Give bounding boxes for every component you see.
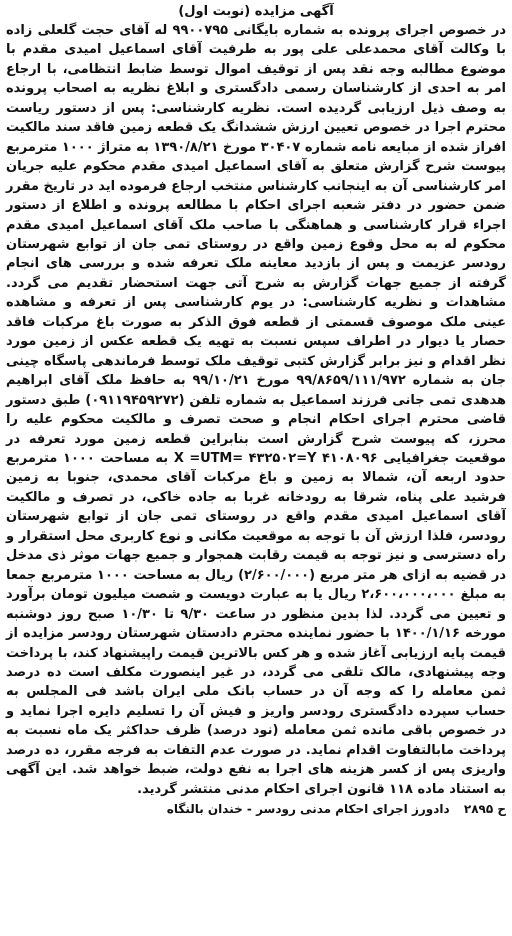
notice-signature: دادورز اجرای احکام مدنی رودسر - خندان بالنگاه bbox=[166, 802, 450, 817]
notice-title: آگهی مزایده (نوبت اول) bbox=[178, 4, 334, 19]
notice-body: در خصوص اجرای پرونده به شماره بایگانی ۹۹۰۰۷۹۵ له آقای حجت گلعلی زاده با وکالت آقای محمدعلی علی پور به طرفیت آقای اسماعیل امیدی مقدم با موضوع مطالبه وجه نقد پس از توقیف اموال توسط ضابط انتظامی، با ارجاع امر به احدی از کارشناسان رسمی دادگستری و ابلاغ نظریه به اصحاب پرونده به وصف ذیل ارزیابی گردیده است. نظریه کارشناسی: پس از دستور ریاست محترم اجرا در خصوص تعیین ارزش ششدانگ یک قطعه زمین فاقد سند مالکیت افراز شده از مبایعه نامه شماره ۳۰۴۰۷ مورخ ۱۳۹۰/۸/۲۱ به متراژ ۱۰۰۰ مترمربع پیوست شرح گزارش متعلق به آقای اسماعیل امیدی مقدم محکوم علیه جریان امر کارشناسی آن به اینجانب کارشناس منتخب ارجاع فرموده اید در تاریخ مقرر ضمن حضور در دفتر شعبه اجرای احکام با مطالعه پرونده و اطلاع از دستور اجراء قرار کارشناسی و هماهنگی با صاحب ملک آقای اسماعیل امیدی مقدم محکوم له به محل وقوع زمین واقع در روستای تمی جان از توابع شهرستان رودسر عزیمت و پس از بازدید معاینه ملک تعرفه شده و بررسی های انجام گرفته از جمیع جهات گزارش به شرح آتی جهت استحضار تقدیم می گردد. مشاهدات و نظریه کارشناسی: در یوم کارشناسی پس از تعرفه و مشاهده عینی ملک موصوف قسمتی از قطعه فوق الذکر به صورت باغ مرکبات فاقد حصار یا دیوار در اطراف سپس نسبت به تهیه یک قطعه عکس از زمین مورد نظر اقدام و نیز برابر گزارش کتبی توقیف ملک توسط فرماندهی پاسگاه چینی جان به شماره ۹۹/۸۶۵۹/۱۱۱/۹۷۲ مورخ ۹۹/۱۰/۲۱ به حافظ ملک آقای ابراهیم هدهدی تمی جانی فرزند اسماعیل به شماره تلفن (۰۹۱۱۹۴۵۹۲۷۲) طبق دستور قاضی محترم اجرای احکام انجام و صحت تصرف و مالکیت محکوم علیه را محرز، که پیوست شرح گزارش است بنابراین قطعه زمین مورد تعرفه در موقعیت جغرافیایی X =UTM= ۴۳۲۵۰۲=Y ۴۱۰۸۰۹۶ به مساحت ۱۰۰۰ مترمربع حدود اربعه آن، شمالا به زمین و باغ مرکبات آقای محمدی، جنوبا به زمین فرشید علی پناه، شرقا به رودخانه غربا به جاده خاکی، در تصرف و مالکیت آقای اسماعیل امیدی مقدم واقع در روستای تمی جان از توابع شهرستان رودسر، فلذا ارزش آن با توجه به موقعیت مکانی و نوع کاربری محل استقرار و راه دسترسی و نیز توجه به قیمت رقابت همجوار و جمیع جهات موثر ذی مدخل در قضیه به ازای هر متر مربع (۲/۶۰۰/۰۰۰) ریال به مساحت ۱۰۰۰ مترمربع جمعا به مبلغ ۲،۶۰۰،۰۰۰،۰۰۰ ریال یا به عبارت دویست و شصت میلیون تومان برآورد و تعیین می گردد. لذا بدین منظور در ساعت ۹/۳۰ تا ۱۰/۳۰ صبح روز دوشنبه مورخه ۱۴۰۰/۱/۱۶ با حضور نماینده محترم دادستان شهرستان رودسر مزایده از قیمت پایه ارزیابی آغاز شده و هر کس بالاترین قیمت راپیشنهاد کند، با پرداخت وجه پیشنهادی، مالک تلقی می گردد، در غیر اینصورت مکلف است ده درصد ثمن معامله را که وجه آن در حساب بانک ملی ایران باشد فی المجلس به حساب سپرده دادگستری رودسر واریز و فیش آن را تسلیم دایره اجرا نماید و در خصوص باقی مانده ثمن معامله (نود درصد) ظرف حداکثر یک ماه نسبت به پرداخت مابالتفاوت اقدام نماید. در صورت عدم التفات به فرجه مقرر، ده درصد واریزی پس از کسر هزینه های اجرا به نفع دولت، ضبط خواهد شد. این آگهی به استناد ماده ۱۱۸ قانون اجرای احکام مدنی منتشر گردید. bbox=[6, 23, 507, 797]
notice-code: ح ۲۸۹۵ bbox=[463, 802, 506, 817]
notice-footer bbox=[6, 800, 506, 818]
